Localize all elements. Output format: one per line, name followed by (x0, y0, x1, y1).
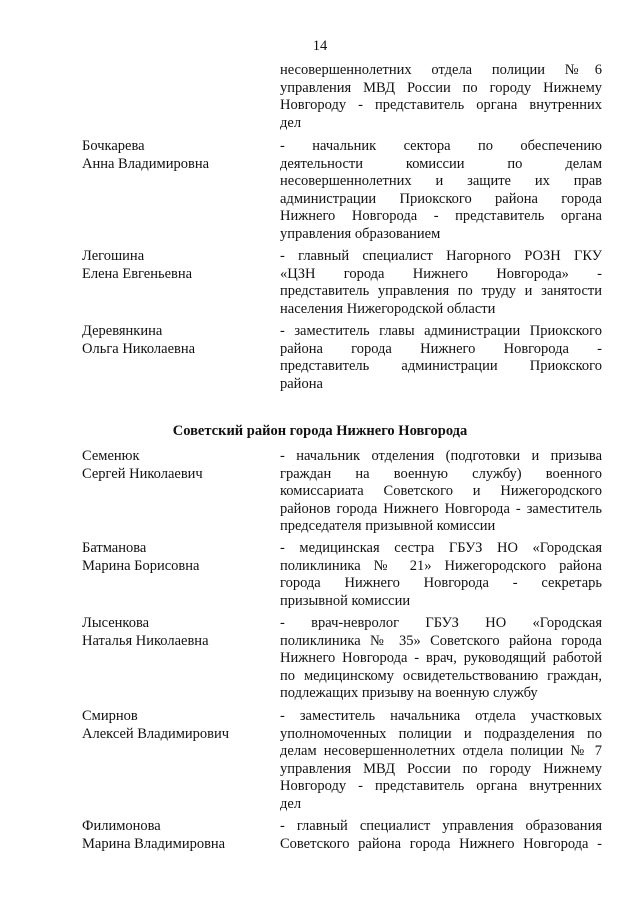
description-line: Новгороду - представитель органа внутренних (280, 97, 602, 113)
description-line: поликлиника № 35» Советского района города (280, 632, 602, 649)
description-line: призывной комиссии (280, 592, 411, 609)
description-line: управления образованием (280, 225, 441, 242)
member-name (82, 708, 267, 743)
description-line: представитель управления по труду и занятости (280, 283, 602, 299)
description-line: деятельности комиссии по делам (280, 155, 602, 172)
member-name (82, 248, 267, 283)
given-names: Сергей Николаевич (82, 465, 203, 482)
given-names: Анна Владимировна (82, 155, 210, 172)
member-name (82, 540, 267, 575)
given-names: Алексей Владимирович (82, 725, 230, 742)
description-line: - главный специалист управления образования (280, 818, 602, 834)
surname: Деревянкина (82, 323, 163, 339)
surname: Лысенкова (82, 615, 150, 631)
description-line: - начальник отделения (подготовки и призыва (280, 448, 602, 464)
surname: Легошина (82, 248, 145, 264)
surname: Филимонова (82, 818, 161, 834)
entry-description (280, 615, 602, 703)
member-name (82, 323, 267, 358)
entry-description (280, 138, 602, 243)
description-line: Новгороду - представитель органа внутренних (280, 778, 602, 794)
description-line: Нижнего Новгорода - врач, руководящий работой (280, 650, 602, 666)
description-line: делам несовершеннолетних отдела полиции № 7 (280, 743, 602, 759)
description-line: комиссариата Советского и Нижегородского (280, 483, 602, 499)
description-line: дел (280, 795, 302, 812)
entry-description (280, 62, 602, 132)
entry-description (280, 708, 602, 813)
surname: Семенюк (82, 448, 140, 464)
description-line: председателя призывной комиссии (280, 518, 496, 534)
description-line: граждан на военную службу) военного (280, 465, 602, 482)
description-line: города Нижнего Новгорода - секретарь (280, 575, 602, 591)
member-name (82, 448, 267, 483)
description-line: Нижнего Новгорода - представитель органа (280, 208, 602, 224)
description-line: несовершеннолетних отдела полиции №6 (280, 62, 602, 78)
description-line: Советского района города Нижнего Новгорода - (280, 835, 602, 852)
given-names: Елена Евгеньевна (82, 265, 193, 282)
description-line: - главный специалист Нагорного РОЗН ГКУ (280, 248, 602, 264)
description-line: района (280, 375, 323, 392)
description-line: - начальник сектора по обеспечению (280, 138, 602, 154)
given-names: Ольга Николаевна (82, 340, 196, 357)
surname: Смирнов (82, 708, 138, 724)
description-line: поликлиника № 21» Нижегородского района (280, 557, 602, 574)
description-line: - заместитель главы администрации Приокского (280, 323, 602, 339)
entry-description (280, 248, 602, 318)
description-line: районов города Нижнего Новгорода - заместитель (280, 500, 602, 517)
given-names: Наталья Николаевна (82, 632, 209, 649)
entry-description (280, 818, 602, 853)
description-line: - заместитель начальника отдела участковых (280, 708, 602, 724)
description-line: «ЦЗН города Нижнего Новгорода» - (280, 265, 602, 282)
description-line: подлежащих призыву на военную службу (280, 685, 538, 701)
description-line: района города Нижнего Новгорода - (280, 340, 602, 357)
section-heading: Советский район города Нижнего Новгорода (172, 423, 468, 439)
member-name (82, 138, 267, 173)
description-line: представитель администрации Приокского (280, 358, 602, 374)
member-name (82, 818, 267, 853)
page-number: 14 (312, 38, 328, 54)
surname: Батманова (82, 540, 147, 556)
given-names: Марина Борисовна (82, 557, 200, 574)
surname: Бочкарева (82, 138, 145, 154)
description-line: населения Нижегородской области (280, 300, 496, 317)
description-line: по медицинскому освидетельствованию граждан, (280, 667, 602, 684)
entry-description (280, 448, 602, 536)
description-line: администрации Приокского района города (280, 190, 602, 207)
description-line: - медицинская сестра ГБУЗ НО «Городская (280, 540, 602, 556)
description-line: управления МВД России по городу Нижнему (280, 760, 602, 777)
description-line: несовершеннолетних и защите их прав (280, 173, 602, 189)
member-name (82, 615, 267, 650)
description-line: управления МВД России по городу Нижнему (280, 79, 602, 96)
description-line: уполномоченных полиции и подразделения по (280, 725, 602, 742)
entry-description (280, 540, 602, 610)
given-names: Марина Владимировна (82, 835, 226, 852)
description-line: дел (280, 114, 302, 131)
entry-description (280, 323, 602, 393)
description-line: - врач-невролог ГБУЗ НО «Городская (280, 615, 602, 631)
